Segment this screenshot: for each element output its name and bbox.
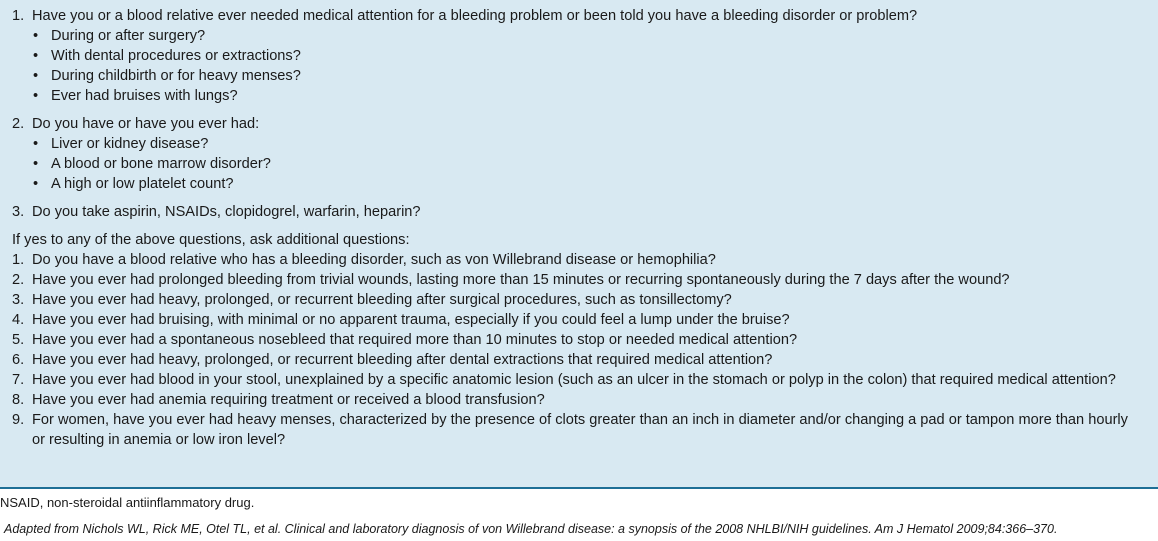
list-item: • During or after surgery? — [33, 28, 206, 44]
bullet-icon: • — [33, 136, 39, 152]
question-item: 5. Have you ever had a spontaneous nosebleed that required more than 10 minutes to stop or needed medical attention? — [12, 332, 798, 348]
question-item — [12, 6, 1158, 26]
sub-question-list — [12, 26, 1158, 106]
question-item: 2. Have you ever had prolonged bleeding from trivial wounds, lasting more than 15 minutes or recurring spontaneously during the 7 days after the wound? — [12, 272, 1010, 288]
source-citation: Adapted from Nichols WL, Rick ME, Otel TL, et al. Clinical and laboratory diagnosis of von Willebrand disease: a synopsis of the 2008 NHLBI/NIH guidelines. Am J Hematol 2009;84:366–370. — [4, 522, 1058, 536]
question-item: 7. Have you ever had blood in your stool, unexplained by a specific anatomic lesion (such as an ulcer in the stomach or polyp in the colon) that required medical attention? — [12, 372, 1116, 388]
question-number: 3. — [12, 204, 25, 220]
question-item — [12, 202, 1158, 222]
sub-question-list — [12, 134, 1158, 194]
question-number: 2. — [12, 116, 25, 132]
list-item: • With dental procedures or extractions? — [33, 48, 301, 64]
question-item — [12, 114, 1158, 134]
list-item: • A high or low platelet count? — [33, 176, 234, 192]
question-text: Have you or a blood relative ever needed medical attention for a bleeding problem or been told you have a bleeding disorder or problem? — [32, 8, 918, 24]
question-item: 9. For women, have you ever had heavy menses, characterized by the presence of clots greater than an inch in diameter and/or changing a pad or tampon more than hourly or resulting in anemia or low iron level? — [12, 412, 1128, 448]
list-item: • During childbirth or for heavy menses? — [33, 68, 301, 84]
follow-up-questions — [12, 250, 1158, 450]
initial-questions — [12, 6, 1158, 222]
question-item: 4. Have you ever had bruising, with minimal or no apparent trauma, especially if you could feel a lump under the bruise? — [12, 312, 790, 328]
question-item: 6. Have you ever had heavy, prolonged, or recurrent bleeding after dental extractions that required medical attention? — [12, 352, 773, 368]
question-item: 8. Have you ever had anemia requiring treatment or received a blood transfusion? — [12, 392, 545, 408]
follow-up-intro: If yes to any of the above questions, ask additional questions: — [12, 232, 410, 248]
question-text: Do you take aspirin, NSAIDs, clopidogrel, warfarin, heparin? — [32, 204, 421, 220]
bullet-icon: • — [33, 28, 39, 44]
question-item: 3. Have you ever had heavy, prolonged, or recurrent bleeding after surgical procedures, such as tonsillectomy? — [12, 292, 732, 308]
bullet-icon: • — [33, 156, 39, 172]
abbreviation-footnote: NSAID, non-steroidal antiinflammatory drug. — [0, 495, 255, 510]
bullet-icon: • — [33, 88, 39, 104]
list-item: • A blood or bone marrow disorder? — [33, 156, 271, 172]
bullet-icon: • — [33, 176, 39, 192]
question-item: 1. Do you have a blood relative who has a bleeding disorder, such as von Willebrand disease or hemophilia? — [12, 252, 716, 268]
list-item: • Ever had bruises with lungs? — [33, 88, 238, 104]
list-item: • Liver or kidney disease? — [33, 136, 209, 152]
bullet-icon: • — [33, 48, 39, 64]
question-number: 1. — [12, 8, 25, 24]
question-text: Do you have or have you ever had: — [32, 116, 260, 132]
bullet-icon: • — [33, 68, 39, 84]
